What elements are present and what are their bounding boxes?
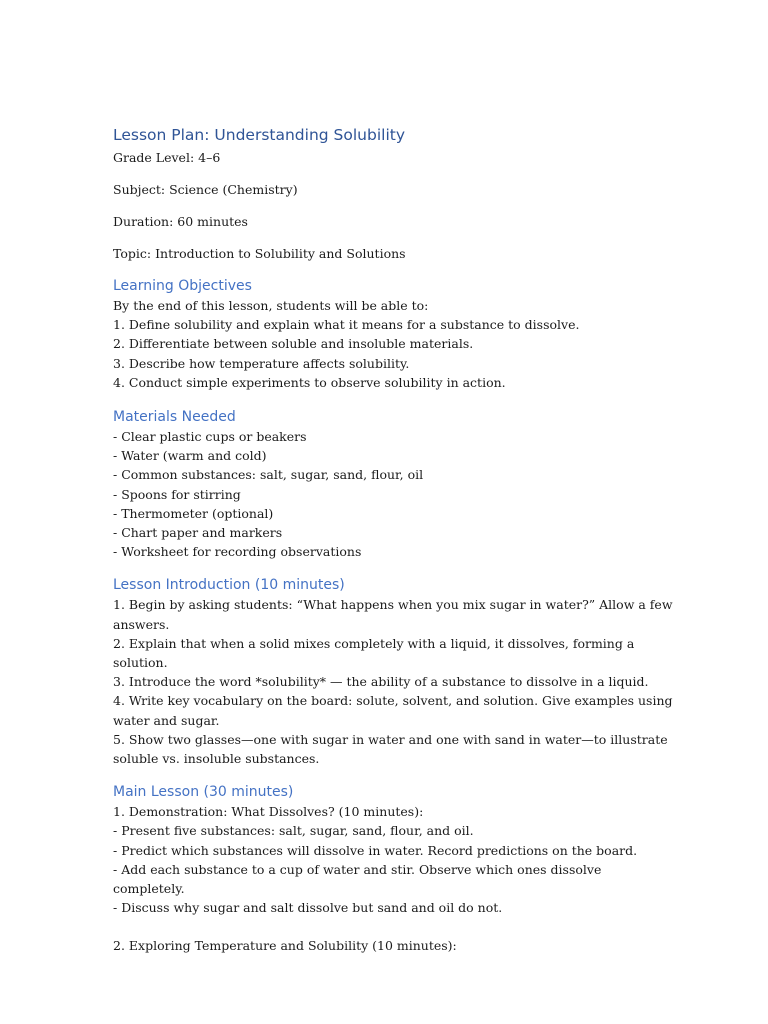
list-item: - Discuss why sugar and salt dissolve but sand and oil do not. [113, 900, 503, 916]
list-item: - Thermometer (optional) [113, 505, 274, 521]
objectives-section [113, 296, 673, 392]
grade-level: Grade Level: 4–6 [113, 150, 221, 165]
list-item: 3. Describe how temperature affects solubility. [113, 355, 410, 371]
materials-heading: Materials Needed [113, 409, 236, 426]
list-item: - Add each substance to a cup of water and stir. Observe which ones dissolve completely. [113, 861, 602, 897]
list-item: 1. Begin by asking students: “What happens when you mix sugar in water?” Allow a few answers. [113, 597, 673, 632]
main-lesson-list [113, 802, 673, 917]
list-item: 5. Show two glasses—one with sugar in water and one with sand in water—to illustrate soluble vs. insoluble substances. [113, 731, 668, 767]
list-item: - Worksheet for recording observations [113, 544, 362, 560]
objectives-list [113, 315, 673, 392]
duration: Duration: 60 minutes [113, 214, 248, 229]
list-item: - Spoons for stirring [113, 486, 241, 502]
topic: Topic: Introduction to Solubility and Solutions [113, 246, 406, 261]
subject: Subject: Science (Chemistry) [113, 182, 298, 197]
list-item: 1. Demonstration: What Dissolves? (10 minutes): [113, 804, 424, 820]
document-page [113, 124, 673, 956]
lesson-meta [113, 148, 673, 263]
list-item: - Present five substances: salt, sugar, sand, flour, and oil. [113, 823, 474, 839]
list-item: 2. Explain that when a solid mixes completely with a liquid, it dissolves, forming a solution. [113, 635, 635, 671]
introduction-list [113, 595, 673, 768]
list-item: 4. Write key vocabulary on the board: solute, solvent, and solution. Give examples using water and sugar. [113, 693, 673, 728]
objectives-intro: By the end of this lesson, students will be able to: [113, 298, 429, 313]
list-item: - Water (warm and cold) [113, 448, 267, 464]
temperature-step: 2. Exploring Temperature and Solubility (10 minutes): [113, 938, 457, 954]
list-item: 2. Differentiate between soluble and insoluble materials. [113, 336, 474, 352]
list-item: 3. Introduce the word *solubility* — the ability of a substance to dissolve in a liquid. [113, 674, 649, 690]
list-item: - Clear plastic cups or beakers [113, 429, 307, 445]
list-item: 4. Conduct simple experiments to observe solubility in action. [113, 374, 506, 390]
list-item: - Chart paper and markers [113, 525, 283, 541]
list-item: - Predict which substances will dissolve in water. Record predictions on the board. [113, 842, 638, 858]
materials-list [113, 427, 673, 561]
list-item: 1. Define solubility and explain what it means for a substance to dissolve. [113, 317, 580, 333]
page-title: Lesson Plan: Understanding Solubility [113, 126, 405, 144]
objectives-heading: Learning Objectives [113, 278, 252, 294]
introduction-heading: Lesson Introduction (10 minutes) [113, 577, 345, 594]
main-lesson-heading: Main Lesson (30 minutes) [113, 784, 294, 801]
list-item: - Common substances: salt, sugar, sand, flour, oil [113, 467, 424, 483]
